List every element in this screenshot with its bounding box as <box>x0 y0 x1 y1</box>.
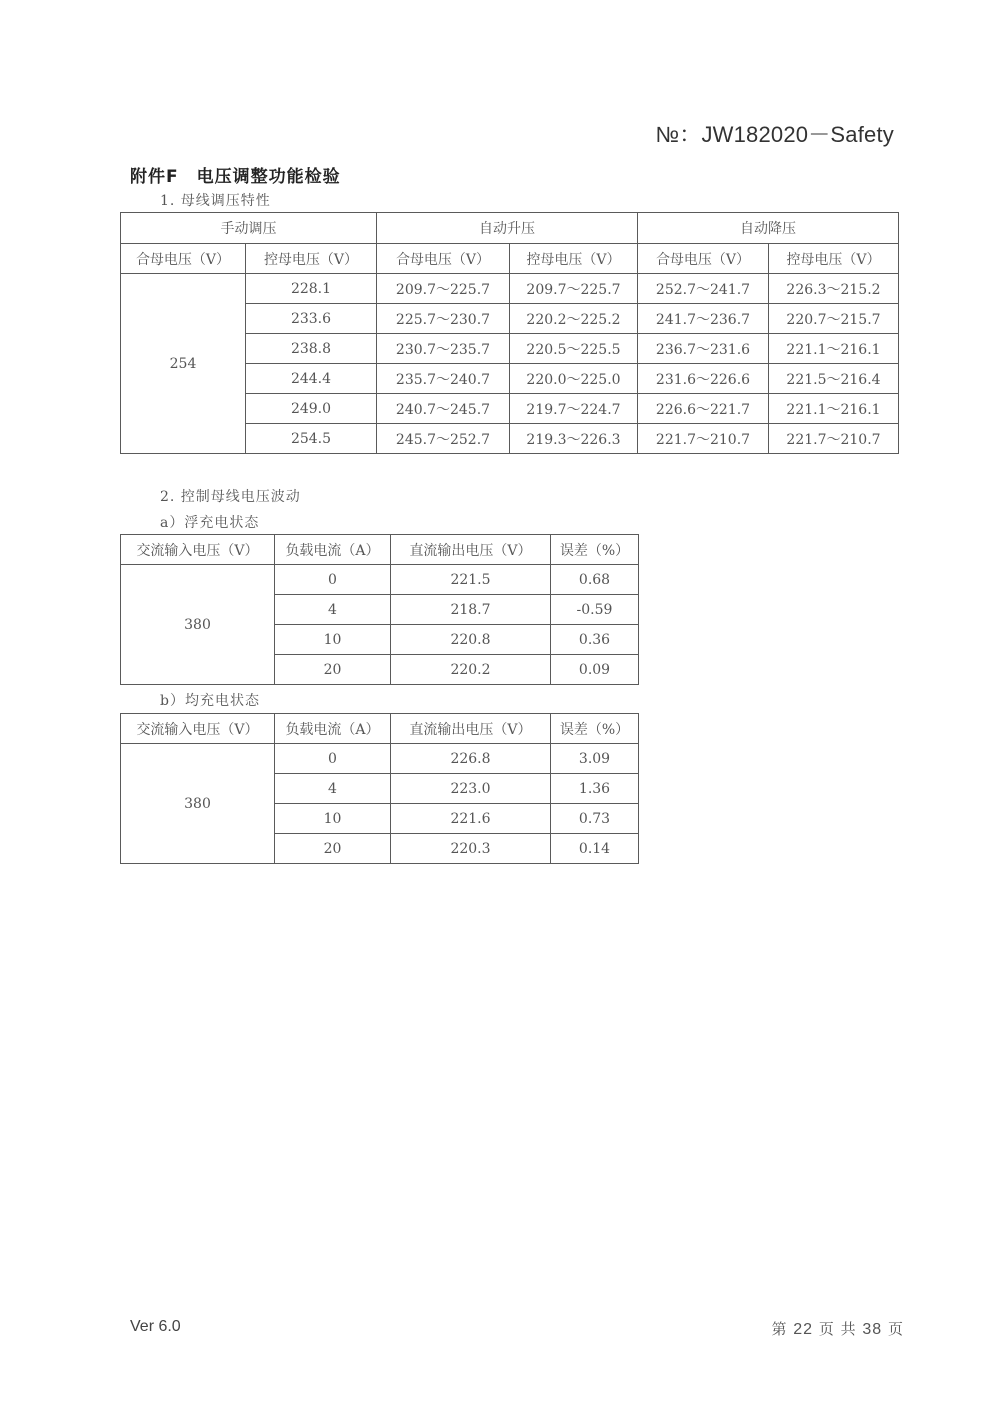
section1-heading: 1. 母线调压特性 <box>160 193 271 209</box>
float-charge-label: a）浮充电状态 <box>160 515 260 531</box>
table-cell: 220.2 <box>391 655 551 685</box>
table-cell: 1.36 <box>551 774 639 804</box>
table-cell: 254.5 <box>246 424 377 454</box>
table-cell: 219.7～224.7 <box>510 394 638 424</box>
table-cell: 221.7～210.7 <box>769 424 899 454</box>
table-cell: 252.7～241.7 <box>638 274 769 304</box>
table-row <box>121 565 639 595</box>
merged-cell: 380 <box>121 565 275 685</box>
table-cell: 0 <box>275 744 391 774</box>
table-cell: 220.8 <box>391 625 551 655</box>
table-cell: 241.7～236.7 <box>638 304 769 334</box>
group-header-row <box>121 213 899 244</box>
table-cell: 0.14 <box>551 834 639 864</box>
table-cell: 10 <box>275 804 391 834</box>
table-cell: 218.7 <box>391 595 551 625</box>
table-cell: 4 <box>275 595 391 625</box>
bus-regulation-table <box>120 212 899 454</box>
table-cell: 3.09 <box>551 744 639 774</box>
table-cell: 0.09 <box>551 655 639 685</box>
title-prefix: 附件F <box>130 167 179 187</box>
table-cell: 228.1 <box>246 274 377 304</box>
page-mid: 页 共 <box>818 1320 857 1338</box>
group-header: 自动降压 <box>638 213 899 244</box>
table-cell: 0.73 <box>551 804 639 834</box>
section2-heading: 2. 控制母线电压波动 <box>160 489 301 505</box>
table-cell: 20 <box>275 834 391 864</box>
page-prefix: 第 <box>771 1320 788 1338</box>
table-cell: 0.68 <box>551 565 639 595</box>
table-cell: 219.3～226.3 <box>510 424 638 454</box>
table-cell: 221.6 <box>391 804 551 834</box>
equalize-charge-label: b）均充电状态 <box>160 693 260 709</box>
column-header: 控母电压（V） <box>246 244 377 274</box>
table-cell: 220.5～225.5 <box>510 334 638 364</box>
float-charge-table <box>120 534 639 685</box>
column-header: 负载电流（A） <box>275 714 391 744</box>
version-label: Ver 6.0 <box>130 1318 181 1335</box>
group-header: 自动升压 <box>377 213 638 244</box>
column-header: 合母电压（V） <box>377 244 510 274</box>
column-header: 直流输出电压（V） <box>391 535 551 565</box>
column-header: 交流输入电压（V） <box>121 714 275 744</box>
column-header: 误差（%） <box>551 535 639 565</box>
column-header-row <box>121 535 639 565</box>
table-cell: 233.6 <box>246 304 377 334</box>
page-number <box>771 1318 904 1339</box>
table-cell: 0 <box>275 565 391 595</box>
page-suffix: 页 <box>887 1320 904 1338</box>
column-header: 交流输入电压（V） <box>121 535 275 565</box>
table-cell: 235.7～240.7 <box>377 364 510 394</box>
table-cell: 240.7～245.7 <box>377 394 510 424</box>
table-cell: 238.8 <box>246 334 377 364</box>
merged-cell: 254 <box>121 274 246 454</box>
table-cell: 236.7～231.6 <box>638 334 769 364</box>
table-cell: 225.7～230.7 <box>377 304 510 334</box>
column-header: 控母电压（V） <box>510 244 638 274</box>
document-number: №：JW182020－Safety <box>655 122 894 147</box>
table-row <box>121 274 899 304</box>
page-current: 22 <box>793 1321 814 1338</box>
table-cell: 10 <box>275 625 391 655</box>
table-row <box>121 744 639 774</box>
table-cell: 221.5 <box>391 565 551 595</box>
table-cell: 20 <box>275 655 391 685</box>
table-cell: 226.8 <box>391 744 551 774</box>
group-header: 手动调压 <box>121 213 377 244</box>
column-header-row <box>121 714 639 744</box>
table-cell: 0.36 <box>551 625 639 655</box>
table-cell: 220.7～215.7 <box>769 304 899 334</box>
table-cell: 221.1～216.1 <box>769 394 899 424</box>
column-header-row <box>121 244 899 274</box>
column-header: 合母电压（V） <box>121 244 246 274</box>
table-cell: 245.7～252.7 <box>377 424 510 454</box>
table-cell: 231.6～226.6 <box>638 364 769 394</box>
table-cell: 221.7～210.7 <box>638 424 769 454</box>
table-cell: 226.6～221.7 <box>638 394 769 424</box>
table-cell: 220.2～225.2 <box>510 304 638 334</box>
column-header: 负载电流（A） <box>275 535 391 565</box>
table-cell: 221.5～216.4 <box>769 364 899 394</box>
table-cell: 220.0～225.0 <box>510 364 638 394</box>
table-cell: 209.7～225.7 <box>377 274 510 304</box>
table-cell: 223.0 <box>391 774 551 804</box>
table-cell: 220.3 <box>391 834 551 864</box>
column-header: 直流输出电压（V） <box>391 714 551 744</box>
page-total: 38 <box>862 1321 883 1338</box>
column-header: 合母电压（V） <box>638 244 769 274</box>
table-cell: 230.7～235.7 <box>377 334 510 364</box>
page-title <box>130 162 341 187</box>
table-cell: 249.0 <box>246 394 377 424</box>
merged-cell: 380 <box>121 744 275 864</box>
table-cell: 4 <box>275 774 391 804</box>
table-cell: 221.1～216.1 <box>769 334 899 364</box>
title-text: 电压调整功能检验 <box>196 167 341 187</box>
equalize-charge-table <box>120 713 639 864</box>
column-header: 控母电压（V） <box>769 244 899 274</box>
table-cell: 209.7～225.7 <box>510 274 638 304</box>
table-cell: 226.3～215.2 <box>769 274 899 304</box>
table-cell: -0.59 <box>551 595 639 625</box>
column-header: 误差（%） <box>551 714 639 744</box>
table-cell: 244.4 <box>246 364 377 394</box>
